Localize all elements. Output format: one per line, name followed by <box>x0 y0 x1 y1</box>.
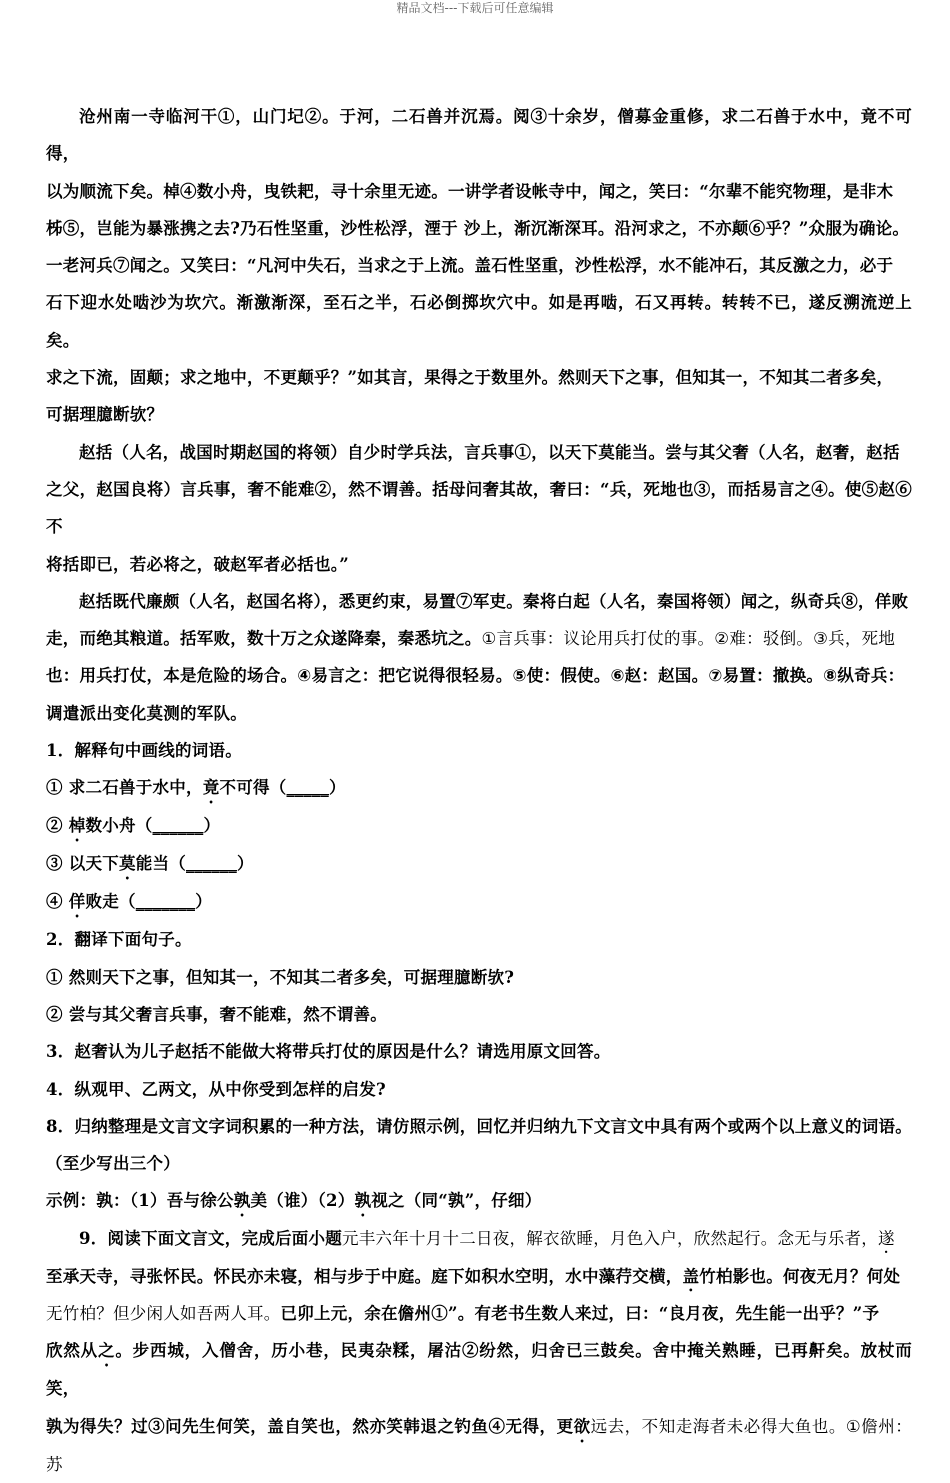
passage-c-line: 赵括既代廉颇（人名，赵国名将），悉更约束，易置⑦军吏。秦将白起（人名，秦国将领）闻之，纵奇兵⑧，佯败 <box>79 591 909 611</box>
question-1-item <box>46 769 912 807</box>
passage-c-text: 走，而绝其粮道。括军败，数十万之众遂降秦，秦悉坑之。 <box>46 629 482 649</box>
passage-text: 元丰六年十月十二日夜，解衣欲睡，月色入户，欣然起行。念无与乐者， <box>341 1229 878 1249</box>
passage-a-line: 以为顺流下矣。棹④数小舟，曳铁耙，寻十余里无迹。一讲学者设帐寺中，闻之，笑曰：“尔辈不能究物理，是非木 <box>46 181 894 201</box>
item-text: 示例：孰：（1）吾与徐公 <box>46 1191 234 1211</box>
question-1-item <box>46 845 912 883</box>
item-text: 9．阅读下面文言文，完成后面小题 <box>79 1229 342 1249</box>
item-text: ② <box>46 816 69 836</box>
dotted-word: 孰 <box>233 1191 251 1211</box>
dotted-word: 盖 <box>682 1266 700 1286</box>
dotted-word: 欲 <box>573 1416 591 1436</box>
question-9-line <box>46 1258 912 1295</box>
annotation-notes: ①言兵事：议论用兵打仗的事。②难：驳倒。③兵，死地 <box>481 629 896 649</box>
passage-text: 远去，不知走海者未必得大鱼也。①儋州：苏 <box>46 1416 913 1474</box>
item-text: 不可得（ <box>219 778 287 798</box>
passage-a-line: 沧州南一寺临河干①，山门圮②。于河，二石兽并沉焉。阅③十余岁，僧募金重修，求二石兽于水中，竟不可得， <box>46 107 912 164</box>
dotted-word: 棹 <box>68 816 86 836</box>
passage-text: 无竹柏？但少闲人如吾两人耳。 <box>46 1304 281 1324</box>
question-1-item <box>46 883 912 921</box>
item-text: 视之（同“孰”，仔细） <box>371 1191 542 1211</box>
passage-text: 孰为得失？过③问先生何笑，盖自笑也，然亦笑韩退之钓鱼④无得，更 <box>46 1416 574 1436</box>
question-8-example <box>46 1182 912 1220</box>
page-header: 精品文档---下载后可任意编辑 <box>396 1 554 15</box>
dotted-word: 孰 <box>354 1191 372 1211</box>
question-2: 2．翻译下面句子。 <box>46 930 192 950</box>
passage-a-line: 一老河兵⑦闻之。又笑曰：“凡河中失石，当求之于上流。盖石性坚重，沙性松浮，水不能冲石，其反激之力，必于 <box>46 256 894 276</box>
passage-c-line <box>46 620 912 657</box>
answer-blank[interactable]: _____ <box>286 778 329 798</box>
question-9-line <box>46 1295 912 1332</box>
passage-b-line: 将括即已，若必将之，破赵军者必括也。” <box>46 554 349 574</box>
passage-text: 。步西城，入僧舍，历小巷，民夷杂糅，屠沽②纷然，归舍已三鼓矣。舍中掩关熟睡，已再鼾矣。放杖而笑， <box>46 1341 913 1399</box>
dotted-word: 遂 <box>877 1229 895 1249</box>
question-2-item: ② 尝与其父奢言兵事，奢不能难，然不谓善。 <box>46 1004 387 1024</box>
item-text: 数小舟（ <box>85 816 153 836</box>
question-9-line <box>46 1220 912 1257</box>
item-text: ） <box>203 816 221 836</box>
answer-blank[interactable]: ______ <box>186 854 237 874</box>
passage-b-line: 之父，赵国良将）言兵事，奢不能难②，然不谓善。括母问奢其故，奢曰：“兵，死地也③，而括易言之④。使⑤赵⑥不 <box>46 479 912 537</box>
question-2-item: ① 然则天下之事，但知其一，不知其二者多矣，可据理臆断欤? <box>46 967 515 987</box>
passage-b-line: 赵括（人名，战国时期赵国的将领）自少时学兵法，言兵事①，以天下莫能当。尝与其父奢（人名，赵奢，赵括 <box>79 442 900 462</box>
item-text: ） <box>329 778 346 798</box>
answer-blank[interactable]: ______ <box>152 816 204 836</box>
passage-text: 欣然从 <box>46 1341 98 1361</box>
answer-blank[interactable]: _______ <box>135 892 196 912</box>
document-body <box>46 98 912 1483</box>
question-8: 8．归纳整理是文言文字词积累的一种方法，请仿照示例，回忆并归纳九下文言文中具有两个或两个以上意义的词语。 <box>46 1116 912 1136</box>
item-text: ③ 以天下 <box>46 854 119 874</box>
passage-a-line: 石下迎水处啮沙为坎穴。渐激渐深，至石之半，石必倒掷坎穴中。如是再啮，石又再转。转转不已，遂反溯流逆上矣。 <box>46 293 912 350</box>
item-text: ④ <box>46 892 69 912</box>
item-text: 能当（ <box>135 854 186 874</box>
item-text: 败走（ <box>85 892 136 912</box>
passage-a-line: 柹⑤，岂能为暴涨携之去?乃石性坚重，沙性松浮，湮于 沙上，渐沉渐深耳。沿河求之，不亦颠⑥乎？”众服为确论。 <box>46 218 910 238</box>
question-9-line <box>46 1408 912 1483</box>
dotted-word: 佯 <box>68 892 86 912</box>
question-8: （至少写出三个） <box>46 1154 180 1174</box>
passage-text: 至承天寺，寻张怀民。怀民亦未寝，相与步于中庭。庭下如积水空明，水中藻荇交横， <box>46 1266 683 1286</box>
passage-text: 已卯上元，余在儋州①”。有老书生数人来过，曰：“良月夜，先生能一出乎？”予 <box>280 1304 880 1324</box>
passage-a-line: 求之下流，固颠；求之地中，不更颠乎？”如其言，果得之于数里外。然则天下之事，但知其一，不知其二者多矣， <box>46 368 894 388</box>
item-text: ① 求二石兽于水中， <box>46 778 203 798</box>
item-text: ） <box>195 892 212 912</box>
passage-a-line: 可据理臆断欤？ <box>46 405 164 425</box>
item-text: 美（谁）（2） <box>250 1191 355 1211</box>
annotation-notes: 调遣派出变化莫测的军队。 <box>46 703 247 723</box>
question-4: 4．纵观甲、乙两文，从中你受到怎样的启发? <box>46 1079 386 1099</box>
dotted-word: 竟 <box>202 778 220 798</box>
dotted-word: 莫 <box>119 854 136 874</box>
item-text: ） <box>237 854 254 874</box>
question-1-item <box>46 807 912 845</box>
question-3: 3．赵奢认为儿子赵括不能做大将带兵打仗的原因是什么？请选用原文回答。 <box>46 1042 611 1062</box>
question-1: 1．解释句中画线的词语。 <box>46 741 242 761</box>
annotation-notes: 也：用兵打仗，本是危险的场合。④易言之：把它说得很轻易。⑤使：假使。⑥赵：赵国。⑦易置：撤换。⑧纵奇兵： <box>46 666 905 686</box>
dotted-word: 之 <box>98 1341 116 1361</box>
passage-text: 竹柏影也。何夜无月？何处 <box>699 1266 901 1286</box>
